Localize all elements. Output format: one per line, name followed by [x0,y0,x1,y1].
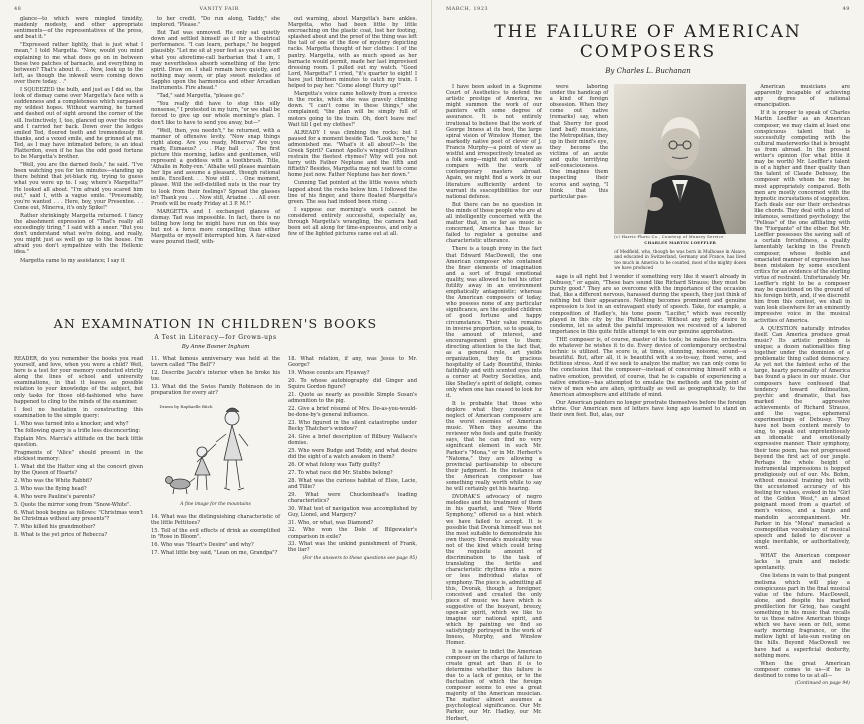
quiz-column-1 [14,356,143,562]
quiz-question: 22. Give a brief résumé of Mrs. Do-as-you-would-be-done-by's general influence. [288,405,417,418]
right-page-number: 49 [842,6,850,12]
portrait-icon [614,84,746,234]
quiz-question: READER, do you remember the books you read yourself, and love, when you were a child? Well, here is a test for your memory conducted strictly along the lines of school and university examinations, in that it leaves as possible relation to your knowledge of the subject, but only tasks for those old-fashioned who have happened to cling to the minds of the examiner. [14,356,143,405]
quiz-question: 19. Whose counts are Flyaway? [288,369,370,376]
article-paragraph: If it is proper to speak of Charles Martin Loeffler as an American composer, we may claim at least one conspicuous talent that is successfully competing with the cultural masterworks that is brought us from abroad. In the present writer's opinion (for what little it may be worth) Mr. Loeffler's talent is of a higher and finer quality than the talent of Claude Debussy, the composer with whom he may be most appropriately compared. Both men are mostly concerned with the hypnotic incrustations of suggestion. Each deals our our their orchestras like chords. They deal with a kind of infamous, sensitized psychology; the "Pelleas" of the one affiliating with the "Fiorgante" of the other. But Mr. Loeffler possesses the saving salt of a certain forcefulness, a quality lamentably lacking in the French composer, whose feeble and emaciated manner of expression has been mistaken by some excellent critics for an evidence of the sterling virtue of restraint. Unfortunately Mr. Loeffler's right to be a composer may be questioned on the ground of his foreign birth, and, if we discredit him from this contest, we shall in vain look elsewhere for an eminently impressive voice in the musical activities of America. [754,110,850,324]
quiz-question: 1. Who was turned into a knocker, and why? [14,420,129,427]
story-column-2 [151,16,280,312]
illustration-caption: A fine image for the mountains [180,502,251,508]
quiz-question: 2. Who was the White Rabbit? [14,478,93,485]
quiz-question: 4. Who were Pauline's parents? [14,494,96,501]
article-title: THE FAILURE OF AMERICAN COMPOSERS [494,22,802,62]
quiz-question: 3. Who was the flying head? [14,486,87,493]
quiz-question: 5. Quote the mirror song from "Snow-White". [14,501,131,508]
article-paragraph: DVORAK'S advocacy of negro melodies and his treatment of them in his quartet, and "New World Symphony," offered us a hint which we have failed to accept. It is possible that Dvorak himself was not the most suitable to demonstrate his own theory. Dvorak's musicality was not of the kind which could bring the requisite amount of discrimination to the task of translating the fertile and characteristic rhythms into a more or less individual status of symphony. The piece is, admitting all this, Dvorak, though a foreigner, conceived and created the only piece of music we have which is suggestive of the buoyant, breezy, open-air spirit, which we like to imagine our national spirit, and which by painting we find so satisfyingly portrayed in the work of Inness, Murphy, and Winslow Homer. [446,494,542,647]
quiz-question: 6. What book begins as follows: "Christmas won't be Christmas without any presents"? [14,509,143,522]
quiz-question: 17. What little boy said, "Lean on me, Grandpa"? [151,550,278,557]
article-byline: By Charles L. Buchanan [605,67,691,75]
portrait-photo [614,84,746,234]
article-column-3 [754,84,850,724]
article-paragraph: were laboring under the handicap of a kind of foreign obsession. When they come out native (remarks) say, when that Sherry for good (and bad) musicians, the Metropolitan, they up in their mind's eye, they become the victims of an acute and quite terrifying self-consciousness. One imagines them inspecting their scores and saying, "I think that this particular pas- [549,84,609,200]
story-paragraph: "You really did have to stop this silly nonsense," I protested in my turn, "or we shall be forced to give up our whole morning's plan. I don't like to have to send you away, but—" [151,101,280,126]
article-paragraph: American musicians are apparently incapable of achieving any degree of national emancipation. [754,84,850,109]
quiz-question: The following query is a trifle less disconcerting: [14,428,141,435]
quiz-question: 33. What was the unkind punishment of Frank, the liar? [288,541,417,554]
right-running-head [446,6,850,16]
article-columns [446,84,850,724]
quiz-columns [14,356,417,562]
photo-caption: of Medfield, who, though he was born in Mulhouse in Alsace, and educated in Switzerland, Germany and France, has lived too much in America to be counted, most of the mighty dozen we have produced [614,249,747,270]
quiz-question: 15. Tell of the evil effects of drink as exemplified in "Rose in Bloom". [151,528,280,541]
article-paragraph: It is easier to indict the American composer on the charge of failure to create great art than it is to determine whether this failure is due to a lack of genius, or to the fluctuation of which the foreign composer seems to owe a great majority of the American musician. The matter almost assumes a psychological significance. Our Mr. Parker, our Mr. Hadley, our Mr. Herbert, [446,648,542,722]
right-page [432,0,864,722]
article-paragraph: I have been asked in a Supreme Court of Aesthetics to defend the artistic prestige of America, we might summon the work of our painters with some degree of assurance. It is not entirely irrational to believe that the work of George Inness at its best, the large spiral vision of Winslow Homer, the markedly native poet of clever of J. Francis Murphy—a point of view as wistful and irrespectively treated as a folk song—might not unfavorably compare with the work of contemporary masters abroad. Again, we might find a work in our literature sufficiently ardent to warrant its susceptibilities for our national defense. [446,84,542,200]
article-paragraph: But there can be no question in the minds of those people who are at all intelligently concerned with the matter that, in so far as music is concerned, America has thus far failed to register a genuine and characteristic utterance. [446,201,542,245]
quiz-question: 12. Describe Jacob's interior when he broke his toe. [151,369,280,383]
quiz-byline: By Anne Bosner Ingham [181,344,250,350]
magazine-name: VANITY FAIR [199,6,239,12]
illustration-credit: Drawn by Raphaelle Bitch [159,404,213,410]
quiz-question: 1. What did the Hatter sing at the concert given by the Queen of Hearts? [14,464,143,477]
quiz-question: 30. What test of navigation was accomplished by Guy, Lionel, and Margery? [288,505,417,518]
story-paragraph: "Expressed rather lightly, that is just what I mean," I told Margetta. "Now, would you mind explaining to me what does go on in between these two patches of barnacle, and everything in between? That's about it. . . Now, look up to the left, as though the inkwell were coming down over there today. . ." [14,42,143,85]
story-paragraph: Rather shrinkingly Margetta returned. I fancy the abashment expression of "That's really all exceedingly tiring," I said with a sneer. "But you don't understand what we're doing, and really, you might just as well go up to the house. I'm afraid you don't sympathize with the Hellenic idea." [14,212,143,256]
article-paragraph: WHAT the American composer lacks is grain and melodic spontaneity. [754,553,850,572]
quiz-question: 11. What famous anniversary was held at the tavern called "The Bell"? [151,356,280,369]
quiz-question: 31. Who, or what, was Diamond? [288,519,374,526]
quiz-subtitle: A Test in Literacy—for Grown-ups [154,334,277,341]
article-paragraph: It is probable that those who deplore what they consider a neglect of American composers are the worst enemies of American music. When they assume the reviewer who feels and quite frankly says, that he can find no very significant element in such Mr. Parker's "Mona," or in Mr. Herbert's "Natoma," they are allowing a provincial partisanship to obscure their judgment. In the instance of the American composer has something really worth while to say he will certainly get his hearing. [446,400,542,493]
article-column-1 [446,84,542,724]
story-paragraph: "Well, then, you needn't," he returned, with a manner of offensive levity. "Now snap things right along. Are you ready, Minerva? Are you ready, Eumaeus? . . . Play ball . . . The first picture this morning, ladies and gentlemen, will represent a goddess with a toothbrush. Title, 'Athalie in Roby-ren.' Athalie will please maintain her lips and assume a pleasant, though rational smile. Excellent. . . Now still . . . One moment, please. Will the self-distilled nuts in the rear try to look from their feelings? Spread the glasses in? Thank you . . . Now still, Ariadne . . . All over. Proofs will be ready Friday at 3 P. M.!" [151,127,280,207]
quiz-question: 25. Who were Budge and Toddy, and what desire did the sight of a watch awaken in them? [288,447,417,460]
story-columns [14,16,417,312]
story-paragraph: ALREADY I was climbing the rocks; but I paused for a moment beside Tad. "Look here," he admonished me. "What's it all about?—Is the Greek Spirit? Cannot Apollo's winged O'Sullivan restrain the fleetest rhymes? Why will you not tarry with Father Neptune and the fifth and fiftieth? Besides, Margetta may not want to come home just now. Father Neptune has her down." [288,129,417,179]
story-paragraph: Margetta came to my assistance; I say it [20,257,125,264]
continued-note: (Continued on page 94) [794,681,850,686]
article-column-2 [550,84,746,724]
left-page-number: 48 [14,6,22,12]
quiz-question: 18. What relation, if any, was Jesus to Mr. George? [288,356,417,369]
story-paragraph: Margetta's voice came hollowly from a crevice in the rocks, which she was gravely climbing down. "I can't come in these things," she complained; "the plan will be simply full of motors going to the train. Oh, don't leave me! Wait till I get my clothes!" [288,91,417,128]
quiz-question: 27. To what race did Mr. Stubbs belong? [288,469,393,476]
story-paragraph: out warning, about Margetta's bare ankles. Margetta, who had been little by little encroaching on the plastic coat, lost her footing, splashed about and the proof of the thing was left the tail of one of the flow of mystery depicting racks. Margetta thought of her clothes: I of the pantry. Margetta, with as much speed as her barnacle would permit, made her last improvised dressing room. I pulled out my watch. "Good Lord, Margetta!" I cried, "it's quarter to eight! I have just thirteen minutes to catch my train. I helped to pay her. "Come along! Hurry up!" [288,16,417,90]
quiz-column-3 [288,356,417,562]
story-paragraph: to her credit. "Do run along, Taddy," she implored. "Please." [151,16,280,29]
photo-credit: (c) Harris Photo Co., Courtesy of Munsey Service [614,234,724,239]
article-paragraph: sage is all right but I wonder if something very like it wasn't already in Debussy," or again, "These bars sound like Richard Strauss; they must be purely good." They are so overcome with the importance of the occasion that, like a different nervous, harassed during the speech, they just think of nothing but their appearance. Nothing becomes prominent and genuine expression is lost in an extravagant study of speech. Take, for example, a composition of Hadley's, his tone poem "Lucifer," which was recently played in this city by the Philharmonic. Without any petty desire to condemn, let us admit the painful impression we received of a labored importance in this quite futile attempt to win our genuine approbation. [549,274,747,335]
left-running-head [14,6,417,16]
story-column-3 [288,16,417,312]
story-paragraph: I suppose our morning's work cannot be considered entirely successful, especially as, through Margetta's wrangling, the camera had been set all along for time-exposures, and only a few of the lighted pictures came out at all. [288,206,417,238]
quiz-question: Fragments of "Alice" should present in the stickiest memory: [14,450,143,463]
photo-subject-name: CHARLES MARTIN LOEFFLER [644,240,717,246]
story-paragraph: glance—to which were mingled timidity, maidenly modesty, and other appropriate sentiments—of the representatives of the press, and beat it." [14,16,143,41]
quiz-title: AN EXAMINATION IN CHILDREN'S BOOKS [53,316,378,331]
quiz-question: 13. What did the Swiss Family Robinson do in preparation for every air? [151,383,280,397]
article-paragraph: There is a tough irony in the fact that Edward MacDowell, the one American composer who contained the finer elements of imagination and a sort of frugal emotional quality, was allowed to feel his utter futility away in an environment emphatically antagonistic; whereas the American composers of today, who possess none of any particular significance, are the spoiled children of good fortune and happy circumstance. Their value remains in inverse proportion, so to speak, to the amount of interest, and encouragement given to them; directing attention to the fact that, as a general rule, art yields organization, they fix gracious hospitality of Lady Bountiful, thinks faithfully and with scented eyes into a corner at Poetry Societies, and, like Shelley's spirit of delight, comes only when one has ceased to look for it. [446,246,542,399]
quiz-question: 8. What is the yet price of Rebecca? [14,531,108,538]
portrait-figure [614,84,746,270]
story-paragraph: "Tad," said Margetta, "please go." [157,93,245,100]
quiz-question: 21. Quote as nearly as possible Simple Susan's admonition to the pig. [288,391,417,404]
quiz-question: 26. Of what felony was Taffy guilty? [288,461,381,468]
quiz-question: 24. Give a brief description of Bilbury Wallace's demise. [288,433,417,446]
quiz-column-2 [151,356,280,562]
story-paragraph: MARGETTA and I exchanged glances of dismay. Tad was impossible. In fact, there is no telling how long he might have run on this way but not a force more compelling than either Margetta or myself interrupted him. A fair-sized wave poured itself, with- [151,208,280,246]
quiz-question: 23. Who figured in the silent catastrophe under Becky Thatcher's window? [288,419,417,432]
left-page [0,0,432,600]
quiz-footnote: (For the answers to these questions see page 95) [302,555,417,561]
story-paragraph: "Well, you are the darned fools," he said. "I've been watching you for ten minutes—standing up there behind that jet-black rig, trying to guess what you were up to. I say, where's Margetta?" He looked all about. "I'm afraid you scared him out," said I, with a vague smile. "Presumably, you're wanted . . . Here, boy, your Presentee. . . Come out, Minerva, it's only Spike!" [14,162,143,211]
quiz-question: 32. Who won the Dole of Bilgewater's comparison in exile? [288,527,417,540]
article-paragraph: THE composer is, of course, master of his tools; he makes his orchestra do whatever he wishes it to do. Every device of contemporary orchestral technic is utilized. The score is, at times, stunning, noisome, sound—a beautiful. But, after all, it is beautiful with a so-to-say, fixed verse, and fictitious stress. And if we seek to analyze the matter, we can only come to the conclusion that the composer—instead of concerning himself with a native emotion, provided, of course, that he is capable of experiencing a native emotion—has attempted to emulate the methods and the point of view of men who are alien, spiritually as well as geographically, to the American atmosphere and attitude of mind. [549,336,747,398]
quiz-question: 16. Who was "Heart's Desire" and why? [151,542,254,549]
quiz-question: Explain Mrs. Marcia's attitude on the back little question. [14,436,143,449]
issue-date: MARCH, 1923 [446,6,489,12]
article-paragraph: When the great American composer comes to us—if he is destined to come to us at all— [754,660,850,679]
story-paragraph: I SQUEEZED the bulb, and just as I did so, the look of dismay came over Margetta's face with a suddenness and a completeness which surpassed my wildest hopes. Without warning, he turned and dashed out of sight around the corner of the sill. Instinctively, I, too, glanced up over the rocks and I carried her back. Down over the ledges smiled Ted, floured teeth and tremendously fit thanks, and a vexed smile, and he grinned at me. Ted, as I may have intimated before, is an ideal Platterdon, even if he has the odd good fortune to be Margetta's brother. [14,87,143,161]
story-paragraph: But Tad was unmoved. He only sat quietly down and settled himself as if for a theatrical performance. "I can learn, perhaps," he begged plausibly. "Let me sit at your feet as you shave off what you aforetime-call barbarian that I am, I may nevertheless absorb something of the lyric spirit. Draw on. I shall remain here quietly, and nothing may seem, or play sweet melodies of Sappho upon the harmonica and other Arcadian instruments. Fire ahead." [151,30,280,92]
story-paragraph: Cunning Tad pointed at the little waves which lapped about the rocks below him. I followed the line of his finger, and there floated Margetta's green. The sea had indeed been rising . . . [288,180,417,205]
children-illustration [160,400,272,510]
children-drawing-icon [160,400,272,500]
article-paragraph: A QUESTION naturally intrudes itself. Can America produce great music? Its artistic problem is unique; a dozen nationalities fling together under the dominion of a problematic thing called democracy. As yet not the faintest echo of the large, hearty personality of America has found a place in our music. Our composers have confessed that tendency toward delineation, psychic and dramatic, that has marked the aggressive achievements of Richard Strauss, and the vague, ephemeral experimentings of Debussy. They have not been content merely to sing, to speak out unpretentiously an idiomatic and emotionally expressive manner. Their symphony, their tone poem, has not progressed beyond the first act of our jungle. Perhaps the whole height of instrumental impressions is hopped prodigiously out of our. Ms. Bohm, without musical training but with the accustomed accuracy of his feeling for values, evoked in his "Girl of the Golden West," an almost poignant mood from a quartet of men's voices, and a banjo and mandolin accompaniment. Mr. Parker in his "Mona" manacled a cosmopolitan vocabulary of musical speech and failed to discover a single inevitable, or authoritatively, word. [754,325,850,552]
quiz-question: 28. What was the curious habitat of Elsie, Lacie, and Tillie? [288,477,417,490]
story-column-1 [14,16,143,312]
quiz-question: 14. What was the distinguishing characteristic of the little Pettitoes? [151,514,280,527]
quiz-question: I feel no hesitation in constructing this examination to the simple query: [14,406,143,419]
quiz-question: 20. To whose autobiography did Ginger and Squire Gordon figure? [288,377,417,390]
quiz-question: 29. What were Chuckenhead's leading characteristics? [288,491,417,504]
quiz-question: 7. Who killed his grandmother? [14,523,96,530]
article-paragraph: One listens in vain to that pungent melisma which will play a conspicuous part in the final musical value of the future. MacDowell, alone, and despite his marked predilection for Grieg, has caught something in his music that recalls to us those native American things which we have seen or felt, some early morning fragrance, or the mellow light of late-sun resting on the hills. Beyond MacDowell we have had a superficial dexterity, nothing more. [754,573,850,659]
article-paragraph: Our American painters no longer prostrate themselves before the foreign shrine. Our American men of letters have long ago learned to stand on their own feet. But, alas, our [549,399,747,419]
